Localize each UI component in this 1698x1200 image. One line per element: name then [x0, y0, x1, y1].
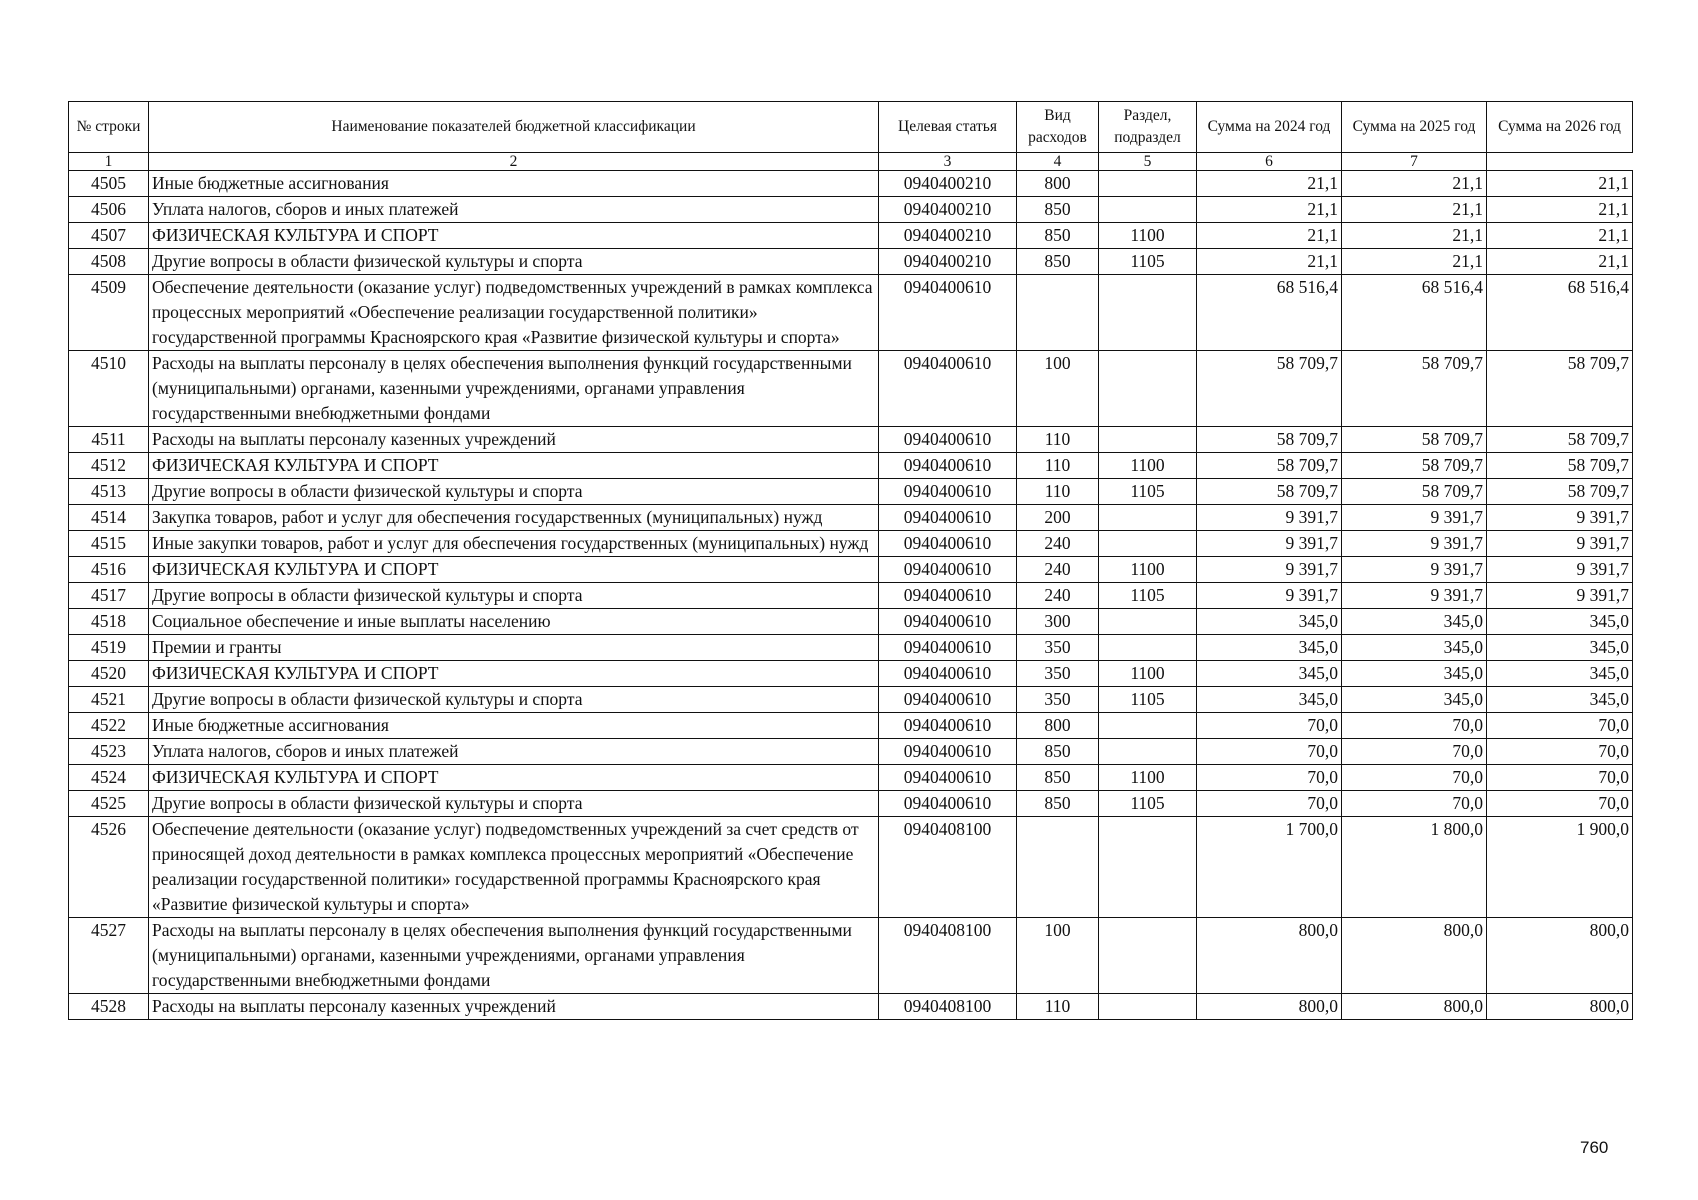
row-sum-2024-cell: 21,1 [1197, 197, 1342, 223]
row-name-cell: ФИЗИЧЕСКАЯ КУЛЬТУРА И СПОРТ [149, 661, 879, 687]
row-sum-2024-cell: 345,0 [1197, 609, 1342, 635]
row-name-cell: Другие вопросы в области физической культуры и спорта [149, 583, 879, 609]
table-row [69, 197, 1633, 223]
row-name-cell: Другие вопросы в области физической культуры и спорта [149, 687, 879, 713]
row-sum-2026-cell: 9 391,7 [1487, 557, 1633, 583]
row-name-cell: Расходы на выплаты персоналу казенных учреждений [149, 427, 879, 453]
row-sum-2026-cell: 58 709,7 [1487, 351, 1633, 427]
row-sum-2024-cell: 345,0 [1197, 635, 1342, 661]
header-kind: Вид расходов [1017, 102, 1099, 153]
row-name-cell: Иные закупки товаров, работ и услуг для обеспечения государственных (муниципальных) нужд [149, 531, 879, 557]
row-sum-2025-cell: 9 391,7 [1342, 531, 1487, 557]
column-number: 3 [879, 153, 1017, 171]
row-section-cell [1099, 609, 1197, 635]
row-kind-cell: 850 [1017, 765, 1099, 791]
row-kind-cell: 110 [1017, 453, 1099, 479]
table-row [69, 635, 1633, 661]
row-kind-cell: 240 [1017, 583, 1099, 609]
row-target-cell: 0940400610 [879, 505, 1017, 531]
row-sum-2026-cell: 21,1 [1487, 171, 1633, 197]
row-sum-2026-cell: 9 391,7 [1487, 505, 1633, 531]
row-number-cell: 4512 [69, 453, 149, 479]
row-sum-2024-cell: 345,0 [1197, 661, 1342, 687]
row-sum-2025-cell: 58 709,7 [1342, 351, 1487, 427]
row-section-cell [1099, 635, 1197, 661]
row-sum-2025-cell: 21,1 [1342, 171, 1487, 197]
row-kind-cell: 800 [1017, 713, 1099, 739]
row-section-cell: 1105 [1099, 687, 1197, 713]
row-kind-cell: 850 [1017, 249, 1099, 275]
table-row [69, 275, 1633, 351]
row-kind-cell: 100 [1017, 918, 1099, 994]
row-section-cell: 1105 [1099, 249, 1197, 275]
page-number: 760 [1580, 1138, 1609, 1157]
row-section-cell [1099, 531, 1197, 557]
row-sum-2025-cell: 70,0 [1342, 713, 1487, 739]
row-number-cell: 4517 [69, 583, 149, 609]
row-target-cell: 0940400610 [879, 557, 1017, 583]
row-sum-2024-cell: 68 516,4 [1197, 275, 1342, 351]
row-section-cell [1099, 351, 1197, 427]
column-number: 6 [1197, 153, 1342, 171]
row-target-cell: 0940400610 [879, 453, 1017, 479]
row-sum-2025-cell: 345,0 [1342, 661, 1487, 687]
table-row [69, 713, 1633, 739]
row-target-cell: 0940400610 [879, 713, 1017, 739]
row-number-cell: 4513 [69, 479, 149, 505]
row-sum-2026-cell: 21,1 [1487, 223, 1633, 249]
row-sum-2024-cell: 58 709,7 [1197, 479, 1342, 505]
row-sum-2025-cell: 345,0 [1342, 687, 1487, 713]
row-number-cell: 4511 [69, 427, 149, 453]
row-sum-2025-cell: 68 516,4 [1342, 275, 1487, 351]
row-sum-2026-cell: 70,0 [1487, 791, 1633, 817]
row-sum-2026-cell: 21,1 [1487, 249, 1633, 275]
row-number-cell: 4508 [69, 249, 149, 275]
row-sum-2026-cell: 58 709,7 [1487, 479, 1633, 505]
row-sum-2024-cell: 58 709,7 [1197, 427, 1342, 453]
table-row [69, 223, 1633, 249]
table-row [69, 505, 1633, 531]
row-name-cell: Уплата налогов, сборов и иных платежей [149, 739, 879, 765]
row-name-cell: Другие вопросы в области физической культуры и спорта [149, 791, 879, 817]
row-target-cell: 0940400610 [879, 479, 1017, 505]
row-kind-cell [1017, 275, 1099, 351]
row-target-cell: 0940400610 [879, 609, 1017, 635]
row-section-cell [1099, 817, 1197, 918]
row-number-cell: 4519 [69, 635, 149, 661]
row-sum-2026-cell: 9 391,7 [1487, 583, 1633, 609]
row-sum-2026-cell: 70,0 [1487, 739, 1633, 765]
row-section-cell [1099, 197, 1197, 223]
row-number-cell: 4506 [69, 197, 149, 223]
row-number-cell: 4514 [69, 505, 149, 531]
row-number-cell: 4515 [69, 531, 149, 557]
row-name-cell: Иные бюджетные ассигнования [149, 171, 879, 197]
column-number: 5 [1099, 153, 1197, 171]
row-section-cell [1099, 427, 1197, 453]
row-sum-2025-cell: 58 709,7 [1342, 479, 1487, 505]
row-target-cell: 0940400210 [879, 249, 1017, 275]
row-kind-cell: 110 [1017, 427, 1099, 453]
row-sum-2026-cell: 345,0 [1487, 635, 1633, 661]
row-number-cell: 4523 [69, 739, 149, 765]
row-kind-cell: 350 [1017, 635, 1099, 661]
row-sum-2026-cell: 58 709,7 [1487, 427, 1633, 453]
row-kind-cell: 110 [1017, 479, 1099, 505]
table-row [69, 531, 1633, 557]
row-sum-2025-cell: 58 709,7 [1342, 453, 1487, 479]
row-sum-2025-cell: 345,0 [1342, 635, 1487, 661]
row-section-cell [1099, 171, 1197, 197]
row-kind-cell: 850 [1017, 739, 1099, 765]
column-number: 4 [1017, 153, 1099, 171]
row-name-cell: Уплата налогов, сборов и иных платежей [149, 197, 879, 223]
row-section-cell [1099, 739, 1197, 765]
row-section-cell: 1105 [1099, 791, 1197, 817]
row-number-cell: 4524 [69, 765, 149, 791]
row-number-cell: 4518 [69, 609, 149, 635]
row-sum-2026-cell: 58 709,7 [1487, 453, 1633, 479]
row-sum-2024-cell: 9 391,7 [1197, 557, 1342, 583]
row-sum-2026-cell: 21,1 [1487, 197, 1633, 223]
row-number-cell: 4507 [69, 223, 149, 249]
row-sum-2024-cell: 58 709,7 [1197, 351, 1342, 427]
table-row [69, 994, 1633, 1020]
row-name-cell: Расходы на выплаты персоналу казенных учреждений [149, 994, 879, 1020]
header-section: Раздел, подраздел [1099, 102, 1197, 153]
row-sum-2024-cell: 70,0 [1197, 791, 1342, 817]
row-kind-cell: 240 [1017, 557, 1099, 583]
row-sum-2024-cell: 9 391,7 [1197, 531, 1342, 557]
row-number-cell: 4516 [69, 557, 149, 583]
row-name-cell: Социальное обеспечение и иные выплаты населению [149, 609, 879, 635]
row-sum-2025-cell: 70,0 [1342, 765, 1487, 791]
row-kind-cell: 240 [1017, 531, 1099, 557]
row-section-cell: 1105 [1099, 479, 1197, 505]
column-number: 7 [1342, 153, 1487, 171]
table-row [69, 791, 1633, 817]
table-row [69, 557, 1633, 583]
row-target-cell: 0940400610 [879, 351, 1017, 427]
row-sum-2025-cell: 345,0 [1342, 609, 1487, 635]
row-sum-2024-cell: 345,0 [1197, 687, 1342, 713]
row-sum-2026-cell: 1 900,0 [1487, 817, 1633, 918]
row-number-cell: 4521 [69, 687, 149, 713]
row-section-cell [1099, 505, 1197, 531]
row-name-cell: Обеспечение деятельности (оказание услуг) подведомственных учреждений в рамках комплекса процессных мероприятий «Обеспечение реализации государственной политики» государственной программы Красноярского края «Развитие физической культуры и спорта» [149, 275, 879, 351]
row-target-cell: 0940400610 [879, 661, 1017, 687]
row-sum-2024-cell: 70,0 [1197, 713, 1342, 739]
header-sum-2026: Сумма на 2026 год [1487, 102, 1633, 153]
row-kind-cell: 800 [1017, 171, 1099, 197]
table-row [69, 661, 1633, 687]
row-sum-2024-cell: 800,0 [1197, 994, 1342, 1020]
row-target-cell: 0940400210 [879, 197, 1017, 223]
header-row-no: № строки [69, 102, 149, 153]
row-sum-2024-cell: 70,0 [1197, 739, 1342, 765]
row-number-cell: 4509 [69, 275, 149, 351]
row-kind-cell: 110 [1017, 994, 1099, 1020]
row-sum-2025-cell: 800,0 [1342, 918, 1487, 994]
row-sum-2024-cell: 21,1 [1197, 249, 1342, 275]
row-section-cell: 1100 [1099, 661, 1197, 687]
table-row [69, 739, 1633, 765]
row-target-cell: 0940408100 [879, 817, 1017, 918]
row-name-cell: Иные бюджетные ассигнования [149, 713, 879, 739]
row-sum-2024-cell: 21,1 [1197, 171, 1342, 197]
row-number-cell: 4510 [69, 351, 149, 427]
table-row [69, 609, 1633, 635]
row-sum-2025-cell: 1 800,0 [1342, 817, 1487, 918]
row-target-cell: 0940400610 [879, 531, 1017, 557]
row-name-cell: Закупка товаров, работ и услуг для обеспечения государственных (муниципальных) нужд [149, 505, 879, 531]
budget-table [68, 101, 1633, 1020]
header-name: Наименование показателей бюджетной классификации [149, 102, 879, 153]
row-name-cell: Расходы на выплаты персоналу в целях обеспечения выполнения функций государственными (муниципальными) органами, казенными учреждениями, органами управления государственными внебюджетными фондами [149, 351, 879, 427]
row-sum-2025-cell: 70,0 [1342, 791, 1487, 817]
row-sum-2026-cell: 68 516,4 [1487, 275, 1633, 351]
row-sum-2026-cell: 345,0 [1487, 661, 1633, 687]
row-name-cell: ФИЗИЧЕСКАЯ КУЛЬТУРА И СПОРТ [149, 765, 879, 791]
row-target-cell: 0940400610 [879, 275, 1017, 351]
row-section-cell [1099, 275, 1197, 351]
row-sum-2025-cell: 21,1 [1342, 249, 1487, 275]
table-row [69, 171, 1633, 197]
row-target-cell: 0940400610 [879, 765, 1017, 791]
row-sum-2025-cell: 9 391,7 [1342, 583, 1487, 609]
table-row [69, 249, 1633, 275]
row-sum-2025-cell: 800,0 [1342, 994, 1487, 1020]
row-target-cell: 0940400610 [879, 739, 1017, 765]
row-number-cell: 4527 [69, 918, 149, 994]
row-number-cell: 4505 [69, 171, 149, 197]
row-sum-2024-cell: 58 709,7 [1197, 453, 1342, 479]
row-sum-2024-cell: 70,0 [1197, 765, 1342, 791]
row-name-cell: ФИЗИЧЕСКАЯ КУЛЬТУРА И СПОРТ [149, 557, 879, 583]
row-target-cell: 0940400610 [879, 583, 1017, 609]
row-kind-cell: 350 [1017, 661, 1099, 687]
row-sum-2025-cell: 9 391,7 [1342, 557, 1487, 583]
column-numbers-row [69, 153, 1633, 171]
row-number-cell: 4525 [69, 791, 149, 817]
row-sum-2024-cell: 9 391,7 [1197, 505, 1342, 531]
row-kind-cell [1017, 817, 1099, 918]
table-header [69, 102, 1633, 171]
row-target-cell: 0940400210 [879, 171, 1017, 197]
row-section-cell [1099, 713, 1197, 739]
row-sum-2026-cell: 345,0 [1487, 687, 1633, 713]
column-number: 2 [149, 153, 879, 171]
row-kind-cell: 200 [1017, 505, 1099, 531]
row-section-cell: 1100 [1099, 453, 1197, 479]
header-sum-2025: Сумма на 2025 год [1342, 102, 1487, 153]
row-section-cell: 1100 [1099, 557, 1197, 583]
row-number-cell: 4520 [69, 661, 149, 687]
row-section-cell: 1105 [1099, 583, 1197, 609]
row-target-cell: 0940408100 [879, 918, 1017, 994]
row-target-cell: 0940400610 [879, 791, 1017, 817]
row-sum-2024-cell: 9 391,7 [1197, 583, 1342, 609]
row-name-cell: Обеспечение деятельности (оказание услуг) подведомственных учреждений за счет средств от приносящей доход деятельности в рамках комплекса процессных мероприятий «Обеспечение реализации государственной политики» государственной программы Красноярского края «Развитие физической культуры и спорта» [149, 817, 879, 918]
row-sum-2026-cell: 800,0 [1487, 918, 1633, 994]
header-target: Целевая статья [879, 102, 1017, 153]
table-row [69, 583, 1633, 609]
row-number-cell: 4528 [69, 994, 149, 1020]
row-sum-2026-cell: 345,0 [1487, 609, 1633, 635]
row-section-cell [1099, 918, 1197, 994]
row-number-cell: 4526 [69, 817, 149, 918]
row-kind-cell: 350 [1017, 687, 1099, 713]
row-sum-2026-cell: 70,0 [1487, 765, 1633, 791]
row-sum-2026-cell: 800,0 [1487, 994, 1633, 1020]
row-target-cell: 0940408100 [879, 994, 1017, 1020]
row-kind-cell: 850 [1017, 791, 1099, 817]
row-sum-2025-cell: 21,1 [1342, 197, 1487, 223]
table-row [69, 427, 1633, 453]
row-sum-2024-cell: 21,1 [1197, 223, 1342, 249]
row-name-cell: Расходы на выплаты персоналу в целях обеспечения выполнения функций государственными (муниципальными) органами, казенными учреждениями, органами управления государственными внебюджетными фондами [149, 918, 879, 994]
row-sum-2025-cell: 21,1 [1342, 223, 1487, 249]
row-section-cell: 1100 [1099, 765, 1197, 791]
row-sum-2025-cell: 9 391,7 [1342, 505, 1487, 531]
row-sum-2025-cell: 70,0 [1342, 739, 1487, 765]
table-row [69, 765, 1633, 791]
row-kind-cell: 850 [1017, 223, 1099, 249]
row-sum-2024-cell: 1 700,0 [1197, 817, 1342, 918]
row-target-cell: 0940400610 [879, 687, 1017, 713]
row-name-cell: Другие вопросы в области физической культуры и спорта [149, 479, 879, 505]
row-name-cell: Другие вопросы в области физической культуры и спорта [149, 249, 879, 275]
column-number: 1 [69, 153, 149, 171]
table-row [69, 687, 1633, 713]
row-kind-cell: 100 [1017, 351, 1099, 427]
table-row [69, 479, 1633, 505]
table-row [69, 817, 1633, 918]
row-name-cell: ФИЗИЧЕСКАЯ КУЛЬТУРА И СПОРТ [149, 223, 879, 249]
row-target-cell: 0940400610 [879, 635, 1017, 661]
header-row [69, 102, 1633, 153]
row-sum-2025-cell: 58 709,7 [1342, 427, 1487, 453]
table-row [69, 351, 1633, 427]
row-name-cell: Премии и гранты [149, 635, 879, 661]
row-sum-2026-cell: 70,0 [1487, 713, 1633, 739]
row-number-cell: 4522 [69, 713, 149, 739]
row-section-cell [1099, 994, 1197, 1020]
header-sum-2024: Сумма на 2024 год [1197, 102, 1342, 153]
table-row [69, 918, 1633, 994]
table-body [69, 171, 1633, 1020]
row-kind-cell: 300 [1017, 609, 1099, 635]
table-row [69, 453, 1633, 479]
row-name-cell: ФИЗИЧЕСКАЯ КУЛЬТУРА И СПОРТ [149, 453, 879, 479]
row-target-cell: 0940400210 [879, 223, 1017, 249]
row-sum-2026-cell: 9 391,7 [1487, 531, 1633, 557]
row-sum-2024-cell: 800,0 [1197, 918, 1342, 994]
row-kind-cell: 850 [1017, 197, 1099, 223]
row-section-cell: 1100 [1099, 223, 1197, 249]
row-target-cell: 0940400610 [879, 427, 1017, 453]
